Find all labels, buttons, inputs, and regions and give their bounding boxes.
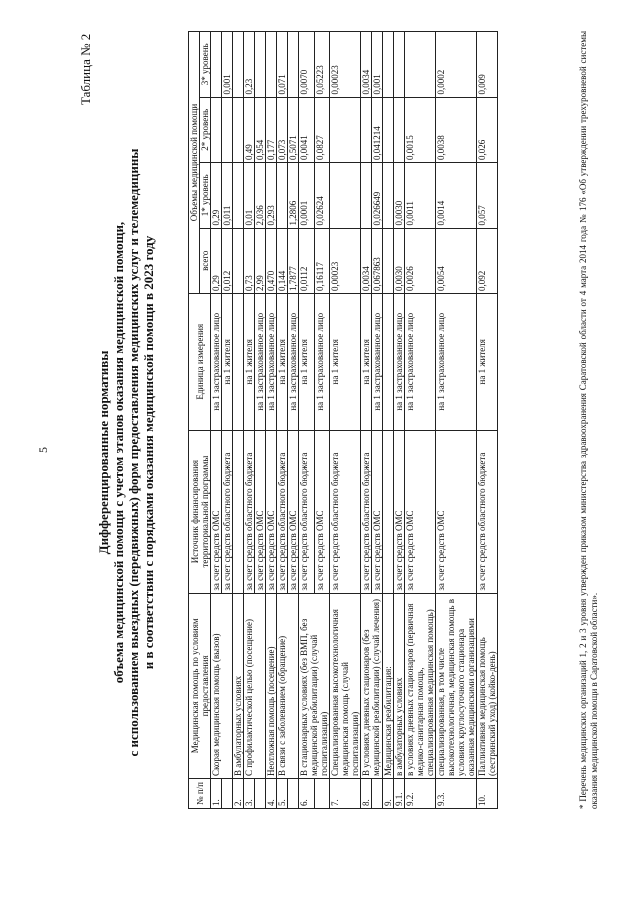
table-row — [299, 32, 315, 809]
cell-num: 7. — [330, 779, 361, 809]
cell-level-1: 1,2806 — [288, 163, 299, 228]
cell-unit: на 1 жителя — [277, 294, 288, 431]
table-body — [211, 32, 498, 809]
cell-level-3 — [233, 32, 244, 98]
cell-condition: в амбулаторных условиях — [394, 593, 405, 778]
cell-condition: Неотложная помощь (посещение) — [266, 593, 277, 778]
cell-condition: Медицинская реабилитация: — [383, 593, 394, 778]
header-source: Источник финансирования территориальной программы — [189, 430, 211, 593]
cell-source: за счет средств ОМС — [436, 430, 477, 593]
cell-num: 6. — [299, 779, 315, 809]
cell-total: 1,7877 — [288, 228, 299, 293]
cell-level-2: 0,0041 — [299, 97, 315, 162]
cell-num: 9.2. — [405, 779, 436, 809]
cell-total: 0,0026 — [405, 228, 436, 293]
table-row — [477, 32, 498, 809]
table-row — [405, 32, 436, 809]
cell-level-2 — [383, 97, 394, 162]
cell-total: 0,73 — [244, 228, 255, 293]
cell-level-2 — [211, 97, 222, 162]
cell-num: 8. — [361, 779, 372, 809]
cell-unit: на 1 жителя — [222, 294, 233, 431]
cell-total: 0,0054 — [436, 228, 477, 293]
cell-level-1: 0,293 — [266, 163, 277, 228]
cell-level-2 — [222, 97, 233, 162]
page-number: 5 — [36, 447, 50, 453]
cell-condition: В стационарных условиях (без ВМП, без медицинской реабилитации) (случай госпитализации) — [299, 593, 330, 778]
cell-condition: В условиях дневных стационаров (без медицинской реабилитации) (случай лечения) — [361, 593, 383, 778]
cell-source — [233, 430, 244, 593]
cell-unit — [233, 294, 244, 431]
cell-level-3: 0,00023 — [330, 32, 361, 98]
cell-level-3 — [405, 32, 436, 98]
header-unit: Единица измерения — [189, 294, 211, 431]
cell-level-2: 0,0038 — [436, 97, 477, 162]
cell-level-3: 0,0002 — [436, 32, 477, 98]
header-num: № п/п — [189, 779, 211, 809]
cell-source: за счет средств областного бюджета — [361, 430, 372, 593]
title-line: Дифференцированные нормативы — [96, 350, 111, 555]
header-total: всего — [200, 228, 211, 293]
cell-num: 10. — [477, 779, 498, 809]
cell-condition: В связи с заболеванием (обращение) — [277, 593, 299, 778]
document-title — [96, 0, 156, 905]
cell-unit: на 1 жителя — [330, 294, 361, 431]
cell-source: за счет средств ОМС — [394, 430, 405, 593]
cell-level-2: 0,954 — [255, 97, 266, 162]
cell-source: за счет средств ОМС — [372, 430, 383, 593]
cell-total: 0,470 — [266, 228, 277, 293]
cell-level-2 — [394, 97, 405, 162]
cell-unit: на 1 жителя — [477, 294, 498, 431]
table-row — [266, 32, 277, 809]
header-level-2: 2* уровень — [200, 97, 211, 162]
cell-source: за счет средств областного бюджета — [330, 430, 361, 593]
cell-level-2 — [361, 97, 372, 162]
cell-source: за счет средств областного бюджета — [299, 430, 315, 593]
title-line: с использованием выездных (передвижных) форм предоставления медицинских услуг и телемедицины — [126, 148, 141, 757]
table-row — [361, 32, 372, 809]
table-label: Таблица № 2 — [78, 33, 93, 105]
cell-unit: на 1 застрахованное лицо — [405, 294, 436, 431]
cell-level-3: 0,0034 — [361, 32, 372, 98]
cell-level-3 — [255, 32, 266, 98]
cell-unit: на 1 застрахованное лицо — [372, 294, 383, 431]
cell-condition: Скорая медицинская помощь (вызов) — [211, 593, 233, 778]
cell-condition: В амбулаторных условиях — [233, 593, 244, 778]
cell-source: за счет средств ОМС — [211, 430, 222, 593]
table-row — [383, 32, 394, 809]
cell-level-1 — [277, 163, 288, 228]
cell-source: за счет средств ОМС — [405, 430, 436, 593]
cell-level-1: 0,057 — [477, 163, 498, 228]
cell-condition: Специализированная высокотехнологичная медицинская помощь (случай госпитализации) — [330, 593, 361, 778]
cell-level-1 — [233, 163, 244, 228]
cell-unit: на 1 застрахованное лицо — [255, 294, 266, 431]
cell-num — [314, 779, 330, 809]
cell-level-1: 0,026649 — [372, 163, 383, 228]
title-line: объема медицинской помощи с учетом этапов оказания медицинской помощи, — [111, 221, 126, 684]
cell-level-3: 0,001 — [372, 32, 383, 98]
cell-level-1: 0,011 — [222, 163, 233, 228]
cell-total — [233, 228, 244, 293]
cell-level-3: 0,009 — [477, 32, 498, 98]
cell-level-2: 0,026 — [477, 97, 498, 162]
header-condition: Медицинская помощь по условиям предоставления — [189, 593, 211, 778]
table-row — [330, 32, 361, 809]
table-row — [244, 32, 255, 809]
cell-num: 5. — [277, 779, 288, 809]
title-line: и в соответствии с порядками оказания медицинской помощи в 2023 году — [141, 235, 156, 670]
cell-level-1 — [330, 163, 361, 228]
cell-num — [255, 779, 266, 809]
cell-level-2 — [233, 97, 244, 162]
cell-level-2: 0,5071 — [288, 97, 299, 162]
cell-level-3: 0,05223 — [314, 32, 330, 98]
cell-unit: на 1 застрахованное лицо — [394, 294, 405, 431]
cell-unit: на 1 жителя — [361, 294, 372, 431]
table-row — [233, 32, 244, 809]
cell-num: 3. — [244, 779, 255, 809]
cell-total: 0,067863 — [372, 228, 383, 293]
cell-source: за счет средств областного бюджета — [277, 430, 288, 593]
cell-condition: специализированная, в том числе высокотехнологичная, медицинская помощь в условиях круглосуточного стационара оказанная медицинскими организациями — [436, 593, 477, 778]
cell-num: 9.3. — [436, 779, 477, 809]
header-volumes: Объемы медицинской помощи — [189, 32, 200, 294]
cell-level-1: 0,0030 — [394, 163, 405, 228]
cell-level-1: 0,0001 — [299, 163, 315, 228]
cell-level-1: 0,0014 — [436, 163, 477, 228]
cell-level-1: 0,01 — [244, 163, 255, 228]
cell-unit: на 1 застрахованное лицо — [288, 294, 299, 431]
cell-level-3: 0,0070 — [299, 32, 315, 98]
cell-level-1: 0,29 — [211, 163, 222, 228]
cell-total: 0,00023 — [330, 228, 361, 293]
cell-total: 0,16117 — [314, 228, 330, 293]
cell-condition: Паллиативная медицинская помощь (сестринский уход) (койко-день) — [477, 593, 498, 778]
cell-condition: С профилактической целью (посещение) — [244, 593, 266, 778]
cell-source: за счет средств ОМС — [288, 430, 299, 593]
cell-level-2: 0,49 — [244, 97, 255, 162]
cell-total: 0,012 — [222, 228, 233, 293]
cell-level-1: 0,0011 — [405, 163, 436, 228]
table-row — [277, 32, 288, 809]
cell-level-2: 0,041214 — [372, 97, 383, 162]
table-row — [211, 32, 222, 809]
cell-level-3 — [266, 32, 277, 98]
cell-source: за счет средств областного бюджета — [244, 430, 255, 593]
cell-source: за счет средств ОМС — [266, 430, 277, 593]
cell-unit: на 1 застрахованное лицо — [266, 294, 277, 431]
header-level-1: 1* уровень — [200, 163, 211, 228]
cell-total: 2,99 — [255, 228, 266, 293]
table-row — [394, 32, 405, 809]
cell-level-2: 0,0827 — [314, 97, 330, 162]
cell-level-3 — [211, 32, 222, 98]
cell-total: 0,0112 — [299, 228, 315, 293]
cell-num: 1. — [211, 779, 222, 809]
cell-total: 0,0034 — [361, 228, 372, 293]
cell-unit: на 1 застрахованное лицо — [436, 294, 477, 431]
header-level-3: 3* уровень — [200, 32, 211, 98]
cell-unit: на 1 застрахованное лицо — [314, 294, 330, 431]
cell-source: за счет средств ОМС — [255, 430, 266, 593]
cell-num — [222, 779, 233, 809]
cell-level-3 — [383, 32, 394, 98]
cell-total — [383, 228, 394, 293]
cell-level-2: 0,177 — [266, 97, 277, 162]
cell-num — [372, 779, 383, 809]
cell-level-3 — [394, 32, 405, 98]
footnote: * Перечень медицинских организаций 1, 2 и 3 уровня утвержден приказом министерства здравоохранения Саратовской области от 4 марта 2014 года № 176 «Об утверждении трехуровневой системы оказания медицинской помощи в Саратовской области». — [578, 31, 599, 809]
cell-num: 9. — [383, 779, 394, 809]
cell-level-1 — [361, 163, 372, 228]
cell-source: за счет средств областного бюджета — [222, 430, 233, 593]
cell-unit: на 1 жителя — [244, 294, 255, 431]
cell-condition: в условиях дневных стационаров (первичная медико-санитарная помощь, специализированная медицинская помощь) — [405, 593, 436, 778]
cell-level-3: 0,001 — [222, 32, 233, 98]
cell-level-3: 0,23 — [244, 32, 255, 98]
norms-table — [188, 31, 498, 809]
cell-level-1 — [383, 163, 394, 228]
table-row — [436, 32, 477, 809]
cell-num: 9.1. — [394, 779, 405, 809]
cell-unit — [383, 294, 394, 431]
cell-level-2 — [330, 97, 361, 162]
cell-level-2: 0,0015 — [405, 97, 436, 162]
cell-source: за счет средств ОМС — [314, 430, 330, 593]
cell-level-1: 0,02624 — [314, 163, 330, 228]
cell-level-3: 0,071 — [277, 32, 288, 98]
cell-num — [288, 779, 299, 809]
cell-total: 0,29 — [211, 228, 222, 293]
cell-source — [383, 430, 394, 593]
cell-num: 4. — [266, 779, 277, 809]
cell-level-1: 2,036 — [255, 163, 266, 228]
cell-level-2: 0,073 — [277, 97, 288, 162]
cell-num: 2. — [233, 779, 244, 809]
cell-total: 0,0030 — [394, 228, 405, 293]
cell-source: за счет средств областного бюджета — [477, 430, 498, 593]
cell-unit: на 1 застрахованное лицо — [211, 294, 222, 431]
cell-total: 0,144 — [277, 228, 288, 293]
cell-total: 0,092 — [477, 228, 498, 293]
cell-level-3 — [288, 32, 299, 98]
cell-unit: на 1 жителя — [299, 294, 315, 431]
